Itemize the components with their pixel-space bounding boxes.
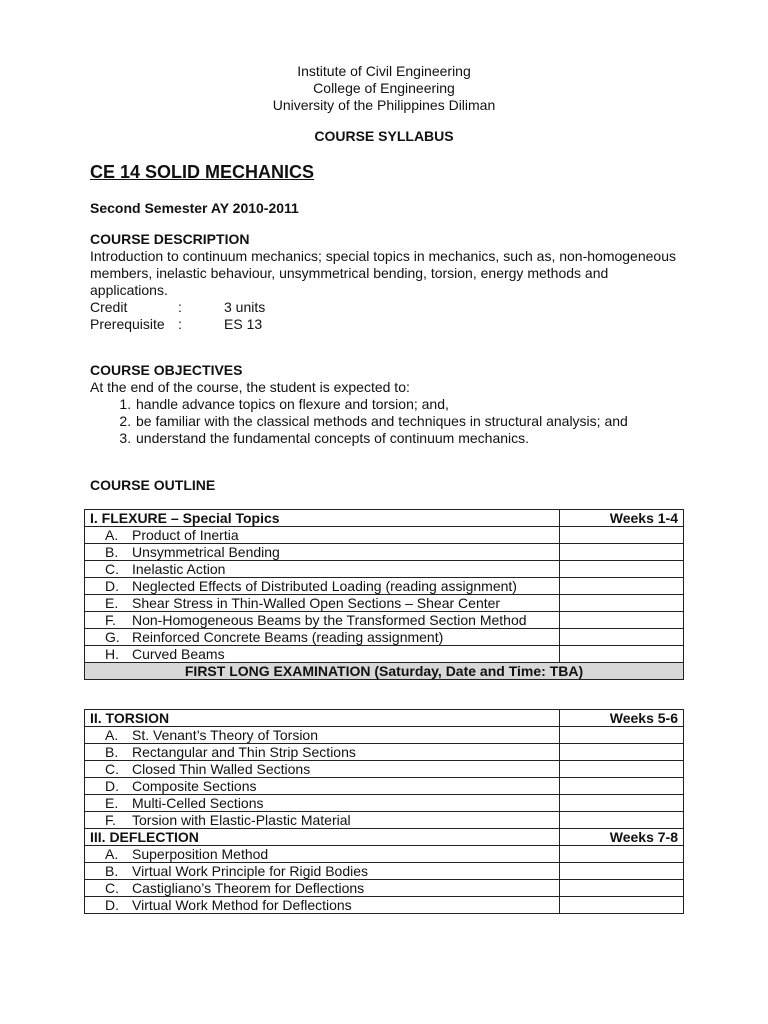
syllabus-label: COURSE SYLLABUS (314, 128, 454, 144)
college-name: College of Engineering (313, 80, 455, 96)
item-text: Multi-Celled Sections (132, 795, 264, 811)
item-text: Shear Stress in Thin-Walled Open Sections – Shear Center (132, 595, 501, 611)
objectives-list (90, 396, 680, 447)
table-row (85, 527, 684, 544)
item-letter: E. (105, 795, 119, 811)
item-text: Torsion with Elastic-Plastic Material (132, 812, 351, 828)
table-row (85, 761, 684, 778)
credit-label: Credit (90, 299, 128, 315)
weeks-cell (560, 863, 684, 880)
item-letter: F. (105, 612, 116, 628)
topic-cell (85, 612, 560, 629)
topic-cell (85, 744, 560, 761)
table-row (85, 629, 684, 646)
topic-cell (85, 629, 560, 646)
course-title: CE 14 SOLID MECHANICS (90, 162, 315, 182)
table-row (85, 561, 684, 578)
item-text: Superposition Method (132, 846, 269, 862)
weeks-cell (560, 880, 684, 897)
weeks-cell (560, 846, 684, 863)
item-letter: D. (105, 778, 119, 794)
table-row (85, 880, 684, 897)
table-row (85, 544, 684, 561)
topic-cell (85, 778, 560, 795)
table-row (85, 727, 684, 744)
topic-cell (85, 727, 560, 744)
section-header-row (85, 829, 684, 846)
topic-cell (85, 544, 560, 561)
section-weeks: Weeks 1-4 (560, 510, 684, 527)
credit-separator: : (178, 299, 182, 315)
topic-cell (85, 863, 560, 880)
item-text: Castigliano’s Theorem for Deflections (132, 880, 365, 896)
item-text: Product of Inertia (132, 527, 239, 543)
item-letter: B. (105, 744, 119, 760)
table-row (85, 744, 684, 761)
item-letter: A. (105, 846, 119, 862)
section-weeks: Weeks 5-6 (560, 710, 684, 727)
weeks-cell (560, 744, 684, 761)
table-row (85, 846, 684, 863)
item-text: Unsymmetrical Bending (132, 544, 280, 560)
weeks-cell (560, 629, 684, 646)
item-text: Composite Sections (132, 778, 257, 794)
weeks-cell (560, 595, 684, 612)
prerequisite-row (90, 316, 680, 333)
item-letter: B. (105, 544, 119, 560)
topic-cell (85, 646, 560, 663)
item-letter: H. (105, 646, 119, 662)
course-description-text: Introduction to continuum mechanics; special topics in mechanics, such as, non-homogeneous members, inelastic behaviour, unsymmetrical bending, torsion, energy methods and applications. (90, 248, 676, 298)
weeks-cell (560, 527, 684, 544)
table-row (85, 897, 684, 914)
item-letter: A. (105, 527, 119, 543)
table-row (85, 778, 684, 795)
weeks-cell (560, 795, 684, 812)
university-name: University of the Philippines Diliman (272, 97, 496, 113)
topic-cell (85, 595, 560, 612)
weeks-cell (560, 544, 684, 561)
topic-cell (85, 812, 560, 829)
item-letter: F. (105, 812, 116, 828)
topic-cell (85, 578, 560, 595)
item-letter: B. (105, 863, 119, 879)
exam-label: FIRST LONG EXAMINATION (Saturday, Date and Time: TBA) (85, 663, 684, 680)
table-row (85, 863, 684, 880)
institution-header (0, 63, 768, 114)
credit-row (90, 299, 680, 316)
weeks-cell (560, 761, 684, 778)
prerequisite-value: ES 13 (224, 316, 263, 332)
weeks-cell (560, 778, 684, 795)
objective-item: 2. be familiar with the classical methods and techniques in structural analysis; and (135, 413, 680, 430)
topic-cell (85, 880, 560, 897)
topic-cell (85, 561, 560, 578)
item-letter: C. (105, 561, 119, 577)
table-row (85, 646, 684, 663)
topic-cell (85, 761, 560, 778)
item-letter: C. (105, 880, 119, 896)
objective-item: 1. handle advance topics on flexure and torsion; and, (135, 396, 680, 413)
item-letter: C. (105, 761, 119, 777)
section-title: III. DEFLECTION (85, 829, 560, 846)
item-letter: D. (105, 897, 119, 913)
item-text: St. Venant’s Theory of Torsion (132, 727, 319, 743)
item-text: Neglected Effects of Distributed Loading (reading assignment) (132, 578, 517, 594)
objectives-intro: At the end of the course, the student is expected to: (90, 379, 410, 395)
table-row (85, 812, 684, 829)
table-row (85, 795, 684, 812)
torsion-deflection-outline-table (84, 709, 684, 914)
topic-cell (85, 795, 560, 812)
table-row (85, 578, 684, 595)
item-text: Closed Thin Walled Sections (132, 761, 311, 777)
item-letter: E. (105, 595, 119, 611)
exam-row (85, 663, 684, 680)
topic-cell (85, 527, 560, 544)
item-text: Non-Homogeneous Beams by the Transformed Section Method (132, 612, 527, 628)
course-description-heading: COURSE DESCRIPTION (90, 231, 250, 247)
section-title: II. TORSION (85, 710, 560, 727)
flexure-outline-table (84, 509, 684, 680)
item-text: Virtual Work Method for Deflections (132, 897, 352, 913)
institute-name: Institute of Civil Engineering (297, 63, 471, 79)
course-description-section (90, 231, 680, 333)
section-header-row (85, 510, 684, 527)
weeks-cell (560, 897, 684, 914)
item-letter: G. (105, 629, 120, 645)
prerequisite-separator: : (178, 316, 182, 332)
semester-label: Second Semester AY 2010-2011 (90, 200, 299, 216)
item-letter: A. (105, 727, 119, 743)
section-weeks: Weeks 7-8 (560, 829, 684, 846)
table-row (85, 595, 684, 612)
item-text: Inelastic Action (132, 561, 226, 577)
topic-cell (85, 846, 560, 863)
item-text: Reinforced Concrete Beams (reading assignment) (132, 629, 444, 645)
item-text: Rectangular and Thin Strip Sections (132, 744, 356, 760)
weeks-cell (560, 812, 684, 829)
section-header-row (85, 710, 684, 727)
weeks-cell (560, 646, 684, 663)
topic-cell (85, 897, 560, 914)
weeks-cell (560, 727, 684, 744)
course-outline-heading: COURSE OUTLINE (90, 477, 216, 493)
weeks-cell (560, 561, 684, 578)
item-text: Curved Beams (132, 646, 225, 662)
credit-value: 3 units (224, 299, 266, 315)
item-letter: D. (105, 578, 119, 594)
weeks-cell (560, 578, 684, 595)
section-title: I. FLEXURE – Special Topics (85, 510, 560, 527)
prerequisite-label: Prerequisite (90, 316, 165, 332)
table-row (85, 612, 684, 629)
course-objectives-heading: COURSE OBJECTIVES (90, 362, 243, 378)
course-objectives-section (90, 362, 680, 447)
weeks-cell (560, 612, 684, 629)
objective-item: 3. understand the fundamental concepts of continuum mechanics. (135, 430, 680, 447)
item-text: Virtual Work Principle for Rigid Bodies (132, 863, 369, 879)
